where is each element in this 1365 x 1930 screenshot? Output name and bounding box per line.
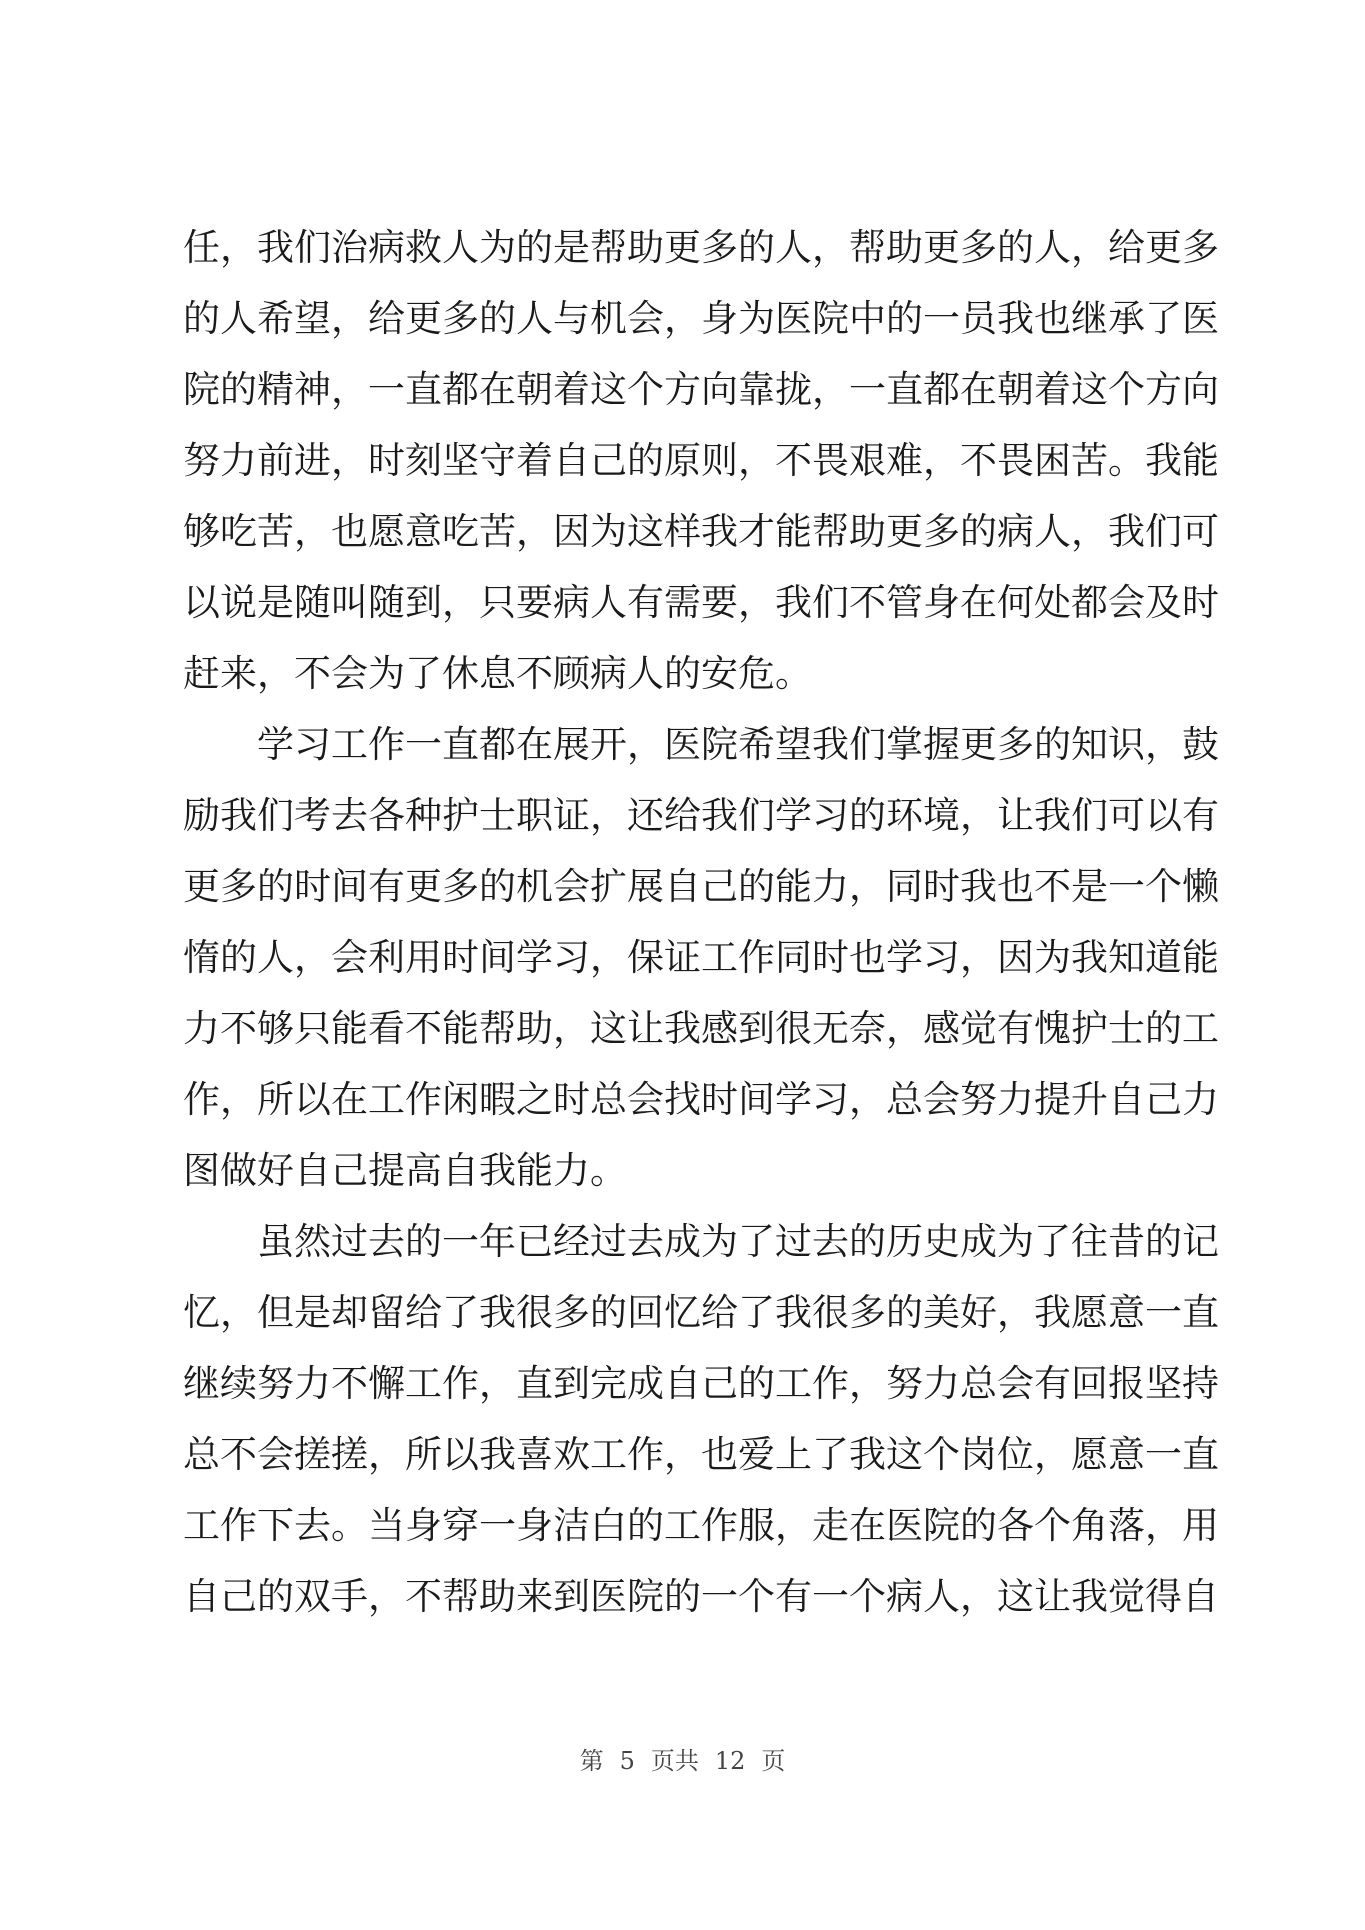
text-line: 忆，但是却留给了我很多的回忆给了我很多的美好，我愿意一直 [183,1291,1219,1334]
footer-suffix: 页 [761,1747,786,1775]
text-line: 院的精神，一直都在朝着这个方向靠拢，一直都在朝着这个方向 [183,368,1219,411]
page-footer [0,1741,1365,1776]
text-line: 赶来，不会为了休息不顾病人的安危。 [183,652,812,695]
text-line: 惰的人，会利用时间学习，保证工作同时也学习，因为我知道能 [183,936,1219,979]
footer-prefix: 第 [579,1747,604,1775]
text-line: 总不会搓搓，所以我喜欢工作，也爱上了我这个岗位，愿意一直 [183,1433,1219,1476]
text-line: 努力前进，时刻坚守着自己的原则，不畏艰难，不畏困苦。我能 [183,439,1219,482]
text-line: 力不够只能看不能帮助，这让我感到很无奈，感觉有愧护士的工 [183,1007,1219,1050]
footer-total-pages: 12 [714,1747,746,1775]
text-line: 的人希望，给更多的人与机会，身为医院中的一员我也继承了医 [183,297,1219,340]
text-line: 虽然过去的一年已经过去成为了过去的历史成为了往昔的记 [183,1220,1219,1263]
text-line: 励我们考去各种护士职证，还给我们学习的环境，让我们可以有 [183,794,1219,837]
text-line: 任，我们治病救人为的是帮助更多的人，帮助更多的人，给更多 [183,226,1219,269]
text-line: 图做好自己提高自我能力。 [183,1149,627,1192]
body-text [183,212,1219,1632]
text-line: 工作下去。当身穿一身洁白的工作服，走在医院的各个角落，用 [183,1504,1219,1547]
text-line: 更多的时间有更多的机会扩展自己的能力，同时我也不是一个懒 [183,865,1219,908]
footer-page-number: 5 [619,1747,635,1775]
text-line: 作，所以在工作闲暇之时总会找时间学习，总会努力提升自己力 [183,1078,1219,1121]
text-line: 继续努力不懈工作，直到完成自己的工作，努力总会有回报坚持 [183,1362,1219,1405]
text-line: 够吃苦，也愿意吃苦，因为这样我才能帮助更多的病人，我们可 [183,510,1219,553]
text-line: 学习工作一直都在展开，医院希望我们掌握更多的知识，鼓 [183,723,1219,766]
footer-middle: 页共 [650,1747,699,1775]
text-line: 自己的双手，不帮助来到医院的一个有一个病人，这让我觉得自 [183,1575,1219,1618]
text-line: 以说是随叫随到，只要病人有需要，我们不管身在何处都会及时 [183,581,1219,624]
